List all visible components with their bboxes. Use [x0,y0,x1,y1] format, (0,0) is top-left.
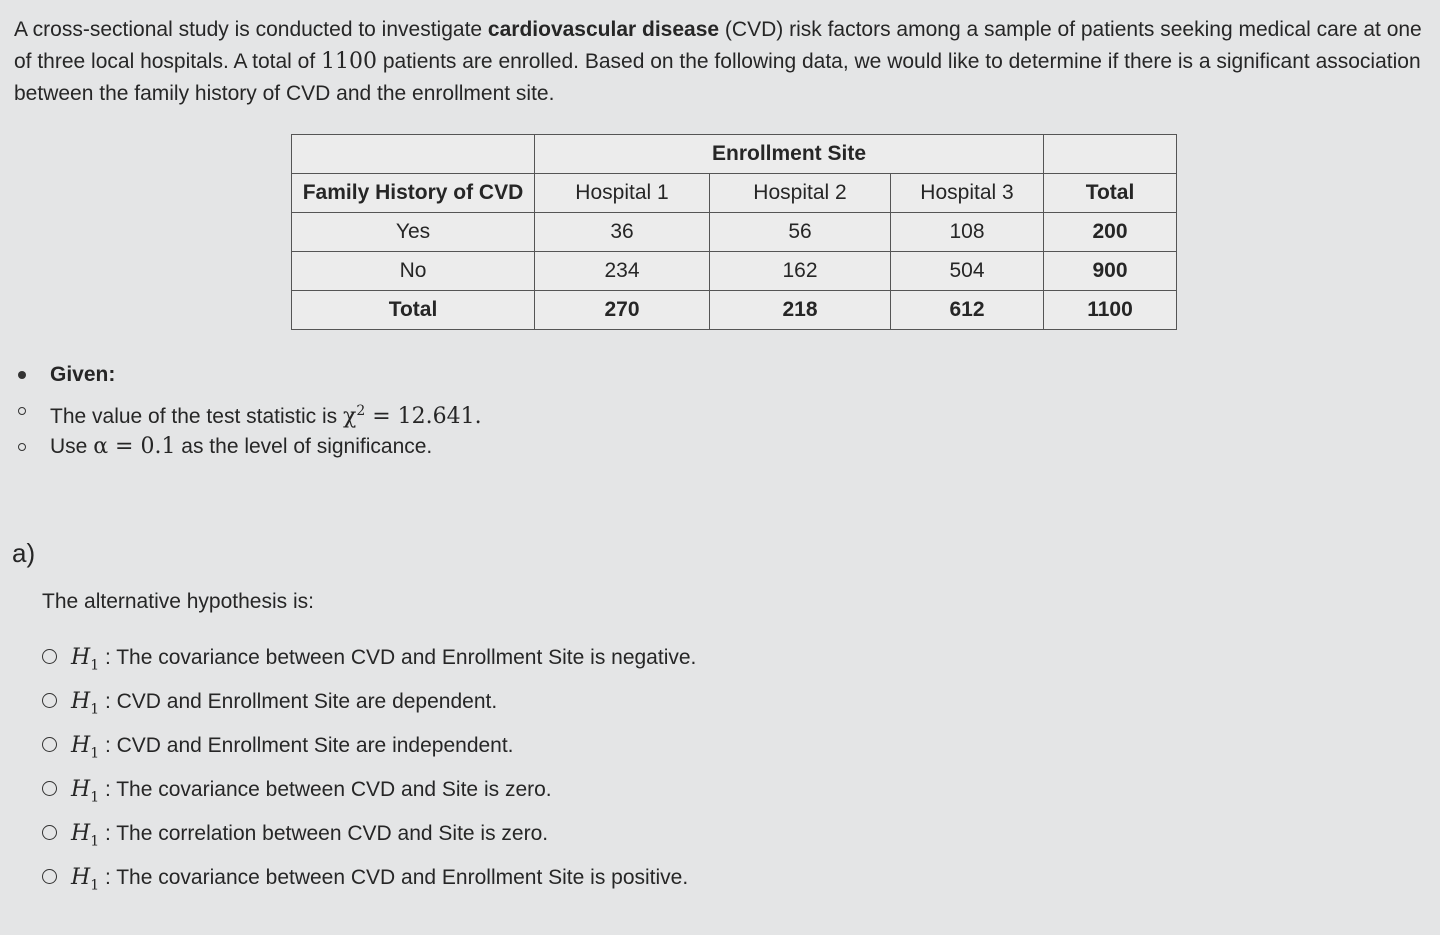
table-cell: 234 [535,252,710,291]
problem-statement [14,14,1434,110]
option-text: : The covariance between CVD and Enrollment Site is positive. [99,866,689,889]
table-cell: 36 [535,213,710,252]
radio-button[interactable] [42,649,57,664]
radio-button[interactable] [42,869,57,884]
intro-text-2: (CVD) risk factors among a sample of patients seeking medical care at one of three local hospitals. A total of [14,18,1422,73]
table-group-header-row [292,135,1177,174]
contingency-table [291,134,1177,330]
option-text: : CVD and Enrollment Site are independent. [99,734,514,757]
answer-option[interactable] [42,726,696,770]
table-header-row [292,174,1177,213]
table-header-cell: Family History of CVD [292,174,535,213]
table-cell: 162 [710,252,891,291]
table-cell: 1100 [1044,291,1177,330]
table-cell: 504 [891,252,1044,291]
answer-option[interactable] [42,770,696,814]
bullet-icon [14,358,30,392]
table-cell: 270 [535,291,710,330]
table-cell: No [292,252,535,291]
question-prompt: The alternative hypothesis is: [42,590,314,613]
hypothesis-symbol: $H_1$ [71,689,100,718]
radio-button[interactable] [42,737,57,752]
table-corner-cell [292,135,535,174]
sub-bullet-icon [14,394,30,428]
option-text: : The correlation between CVD and Site is zero. [99,822,549,845]
table-group-header: Enrollment Site [535,135,1044,174]
intro-total-number: 1100 [321,49,378,74]
statistic-prefix: The value of the test statistic is [50,405,343,428]
alpha-expression: α = 0.1 [93,434,176,459]
table-cell: Yes [292,213,535,252]
hypothesis-symbol: $H_1$ [71,821,100,850]
chi-symbol: χ [342,404,357,429]
chi-exponent: 2 [356,403,366,419]
intro-bold-term: cardiovascular disease [487,18,720,41]
given-label: Given: [50,363,116,386]
table-header-cell: Hospital 3 [891,174,1044,213]
hypothesis-symbol: $H_1$ [71,777,100,806]
radio-button[interactable] [42,693,57,708]
intro-text-3: patients are enrolled. Based on the following data, we would like to determine if there is a significant association between the family history of CVD and the enrollment site. [14,50,1421,105]
table-corner-cell-right [1044,135,1177,174]
intro-text-1: A cross-sectional study is conducted to investigate [14,18,488,41]
table-cell: 900 [1044,252,1177,291]
table-cell: Total [292,291,535,330]
alpha-suffix: as the level of significance. [175,435,433,458]
answer-options [42,638,696,902]
table-cell: 200 [1044,213,1177,252]
answer-option[interactable] [42,858,696,902]
hypothesis-symbol: $H_1$ [71,865,100,894]
radio-button[interactable] [42,825,57,840]
option-text: : CVD and Enrollment Site are dependent. [99,690,498,713]
answer-option[interactable] [42,682,696,726]
table-row [292,213,1177,252]
given-statistic [50,394,482,434]
table-cell: 108 [891,213,1044,252]
option-text: : The covariance between CVD and Site is zero. [99,778,552,801]
table-row [292,291,1177,330]
table-row [292,252,1177,291]
hypothesis-symbol: $H_1$ [71,645,100,674]
table-header-cell: Hospital 1 [535,174,710,213]
part-label: a) [12,538,36,568]
table-header-cell: Hospital 2 [710,174,891,213]
answer-option[interactable] [42,638,696,682]
answer-option[interactable] [42,814,696,858]
sub-bullet-icon [14,430,30,464]
alpha-prefix: Use [50,435,94,458]
statistic-value: = 12.641. [365,404,482,429]
given-alpha [50,430,432,464]
table-cell: 612 [891,291,1044,330]
radio-button[interactable] [42,781,57,796]
table-header-cell: Total [1044,174,1177,213]
table-cell: 218 [710,291,891,330]
option-text: : The covariance between CVD and Enrollment Site is negative. [99,646,697,669]
hypothesis-symbol: $H_1$ [71,733,100,762]
table-cell: 56 [710,213,891,252]
